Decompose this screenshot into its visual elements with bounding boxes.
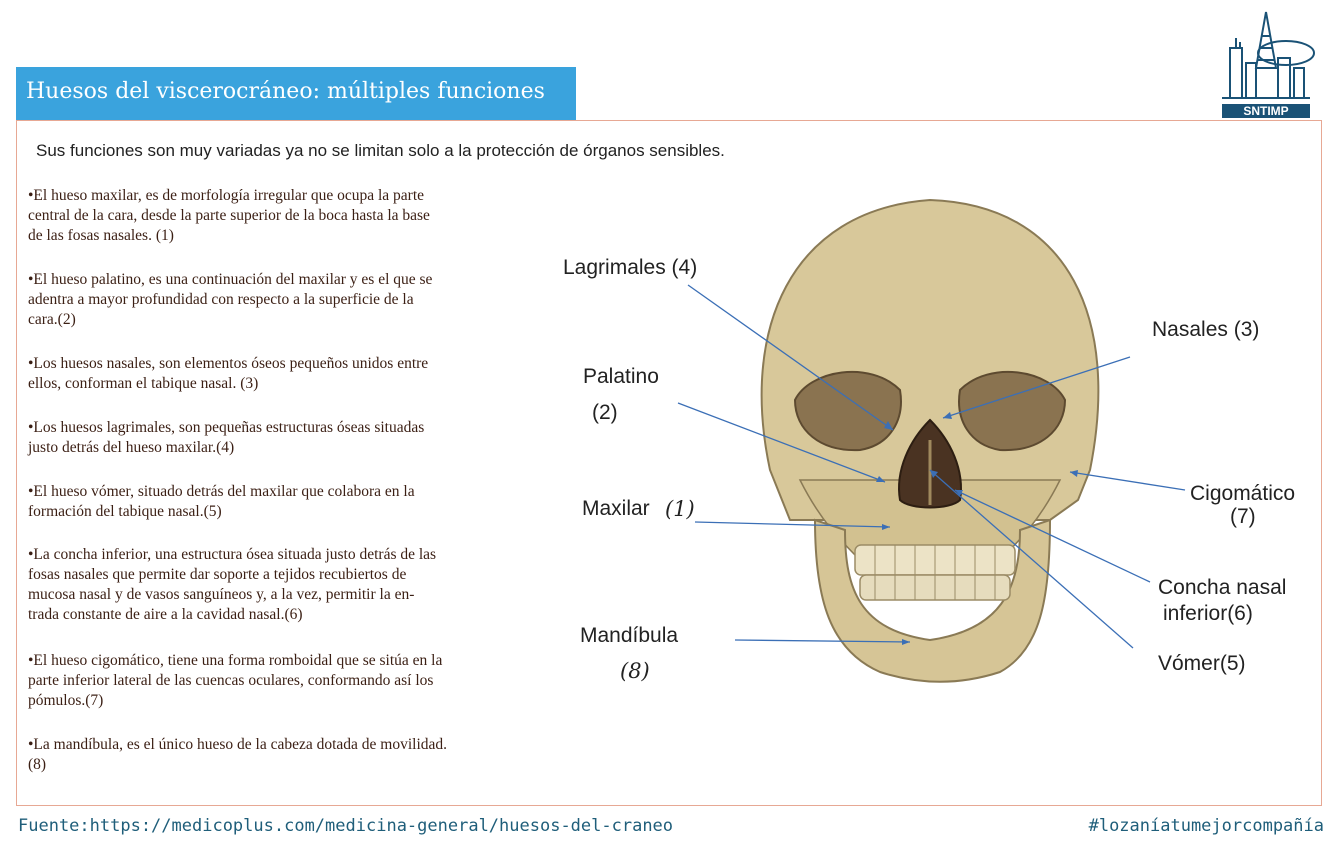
paragraph-line: •El hueso maxilar, es de morfología irregular que ocupa la parte bbox=[28, 187, 425, 204]
paragraph-line: formación del tabique nasal.(5) bbox=[28, 503, 222, 520]
paragraph-line: adentra a mayor profundidad con respecto a la superficie de la bbox=[28, 291, 414, 308]
paragraph-line: •Los huesos lagrimales, son pequeñas estructuras óseas situadas bbox=[28, 419, 425, 436]
label-mandibula-num: (8) bbox=[620, 659, 650, 683]
label-maxilar-num: (1) bbox=[665, 497, 695, 521]
label-mandibula: Mandíbula bbox=[580, 624, 679, 647]
paragraph-line: •La mandíbula, es el único hueso de la cabeza dotada de movilidad. bbox=[28, 736, 448, 753]
label-cigomatico-num: (7) bbox=[1230, 505, 1256, 528]
label-lagrimales: Lagrimales (4) bbox=[563, 256, 698, 279]
label-palatino: Palatino bbox=[583, 365, 659, 388]
paragraph-line: parte inferior lateral de las cuencas oculares, conformando así los bbox=[28, 672, 434, 689]
paragraph-line: mucosa nasal y de vasos sanguíneos y, a la vez, permitir la en- bbox=[28, 586, 415, 603]
logo-label: SNTIMP bbox=[1222, 104, 1310, 118]
label-concha-line2: inferior(6) bbox=[1163, 602, 1253, 625]
paragraph-line: •El hueso palatino, es una continuación del maxilar y es el que se bbox=[28, 271, 433, 288]
leader-line-cigomatico bbox=[1070, 472, 1185, 490]
paragraph-line: ellos, conforman el tabique nasal. (3) bbox=[28, 375, 259, 392]
intro-text: Sus funciones son muy variadas ya no se limitan solo a la protección de órganos sensibles. bbox=[36, 141, 725, 160]
label-vomer: Vómer(5) bbox=[1158, 652, 1246, 675]
label-concha-line1: Concha nasal bbox=[1158, 576, 1287, 599]
footer-source: Fuente:https://medicoplus.com/medicina-general/huesos-del-craneo bbox=[18, 816, 674, 836]
label-cigomatico: Cigomático bbox=[1190, 482, 1296, 505]
paragraph-line: pómulos.(7) bbox=[28, 692, 104, 709]
label-maxilar: Maxilar bbox=[582, 497, 650, 520]
label-nasales: Nasales (3) bbox=[1152, 318, 1260, 341]
paragraph-line: trada constante de aire a la cavidad nasal.(6) bbox=[28, 606, 303, 623]
paragraph-line: central de la cara, desde la parte superior de la boca hasta la base bbox=[28, 207, 430, 224]
footer-hashtag: #lozaníatumejorcompañía bbox=[1088, 816, 1324, 836]
paragraph-line: justo detrás del hueso maxilar.(4) bbox=[28, 439, 235, 456]
paragraph-line: (8) bbox=[28, 756, 47, 773]
paragraph-line: •Los huesos nasales, son elementos óseos pequeños unidos entre bbox=[28, 355, 429, 372]
page-title: Huesos del viscerocráneo: múltiples funciones bbox=[26, 79, 545, 104]
paragraph-line: fosas nasales que permite dar soporte a tejidos recubiertos de bbox=[28, 566, 407, 583]
skull-illustration bbox=[762, 200, 1099, 682]
paragraph-line: •La concha inferior, una estructura ósea situada justo detrás de las bbox=[28, 546, 437, 563]
label-palatino-num: (2) bbox=[592, 401, 618, 424]
paragraph-line: de las fosas nasales. (1) bbox=[28, 227, 174, 244]
paragraph-line: •El hueso cigomático, tiene una forma romboidal que se sitúa en la bbox=[28, 652, 443, 669]
paragraph-line: •El hueso vómer, situado detrás del maxilar que colabora en la bbox=[28, 483, 415, 500]
paragraph-line: cara.(2) bbox=[28, 311, 76, 328]
